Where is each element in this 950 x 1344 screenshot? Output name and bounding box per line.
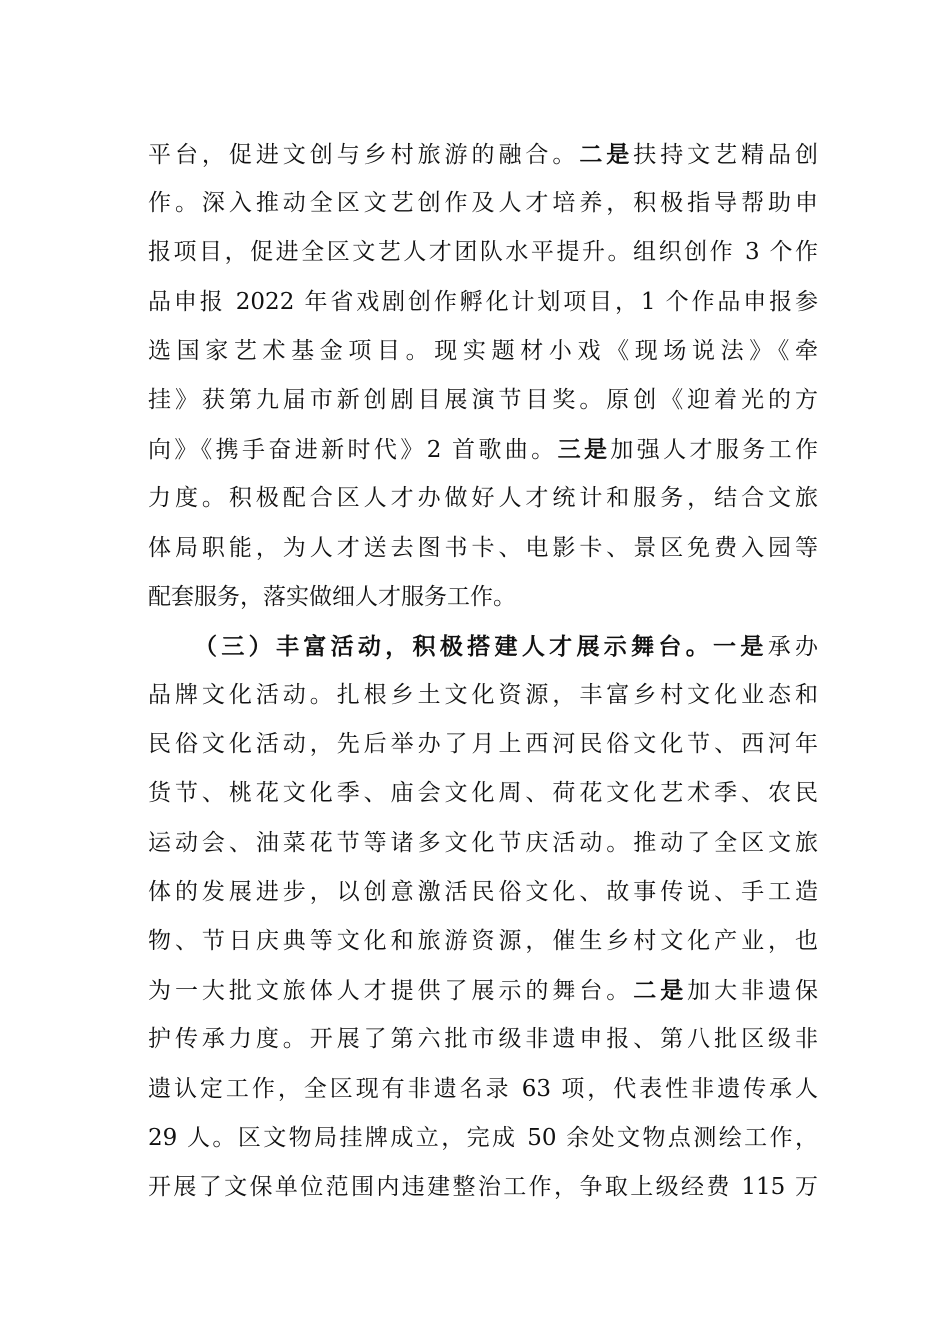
paragraph-1-line-1 <box>148 130 818 179</box>
text-run: 承办 <box>767 633 819 660</box>
paragraph-2-line-8 <box>148 966 818 1015</box>
paragraph-2-line-5 <box>148 819 818 868</box>
paragraph-1-line-2 <box>148 179 818 228</box>
text-run: 平台，促进文创与乡村旅游的融合。 <box>148 142 580 168</box>
bold-text-run: 一是 <box>713 632 768 660</box>
paragraph-1-line-6 <box>148 376 818 425</box>
text-run: 民俗文化活动，先后举办了月上西河民俗文化节、西河年 <box>148 731 818 758</box>
document-body-text <box>148 130 818 1212</box>
bold-text-run: 二是 <box>633 977 688 1005</box>
text-run: 货节、桃花文化季、庙会文化周、荷花文化艺术季、农民 <box>148 780 818 807</box>
text-run: 挂》获第九届市新创剧目展演节目奖。原创《迎着光的方 <box>148 386 818 413</box>
bold-text-run: （三）丰富活动，积极搭建人才展示舞台。 <box>194 632 714 660</box>
text-run: 加大非遗保 <box>687 978 819 1005</box>
text-run: 物、节日庆典等文化和旅游资源，催生乡村文化产业，也 <box>148 928 818 954</box>
text-run: 护传承力度。开展了第六批市级非遗申报、第八批区级非 <box>148 1026 818 1053</box>
text-run: 为一大批文旅体人才提供了展示的舞台。 <box>148 978 634 1005</box>
paragraph-1-line-8 <box>148 474 818 523</box>
paragraph-2-line-1 <box>148 622 818 671</box>
paragraph-2-line-12 <box>148 1163 818 1212</box>
paragraph-1-line-3 <box>148 228 818 277</box>
text-run: 品申报 2022 年省戏剧创作孵化计划项目，1 个作品申报参 <box>148 288 818 315</box>
text-run: 遗认定工作，全区现有非遗名录 63 项，代表性非遗传承人 <box>148 1075 818 1102</box>
text-run: 力度。积极配合区人才办做好人才统计和服务，结合文旅 <box>148 485 818 512</box>
paragraph-1-line-4 <box>148 278 818 327</box>
text-run: 向》《携手奋进新时代》2 首歌曲。 <box>148 437 558 464</box>
bold-text-run: 二是 <box>579 141 634 168</box>
text-run: 开展了文保单位范围内违建整治工作，争取上级经费 115 万 <box>148 1173 818 1200</box>
text-run: 选国家艺术基金项目。现实题材小戏《现场说法》《牵 <box>148 337 818 364</box>
bold-text-run: 三是 <box>557 436 611 464</box>
paragraph-2-line-6 <box>148 868 818 917</box>
text-run: 品牌文化活动。扎根乡土文化资源，丰富乡村文化业态和 <box>148 682 818 709</box>
paragraph-1-line-9 <box>148 524 818 573</box>
text-run: 体的发展进步，以创意激活民俗文化、故事传说、手工造 <box>148 878 818 905</box>
paragraph-2-line-3 <box>148 720 818 769</box>
paragraph-2-line-11 <box>148 1114 818 1163</box>
paragraph-1-line-5 <box>148 327 818 376</box>
paragraph-1-line-10 <box>148 573 818 622</box>
paragraph-1-line-7 <box>148 425 818 474</box>
text-run: 29 人。区文物局挂牌成立，完成 50 余处文物点测绘工作， <box>148 1124 818 1151</box>
paragraph-2-line-7 <box>148 917 818 966</box>
text-run: 体局职能，为人才送去图书卡、电影卡、景区免费入园等 <box>148 534 818 561</box>
text-run: 配套服务，落实做细人才服务工作。 <box>148 583 516 610</box>
paragraph-2-line-10 <box>148 1065 818 1114</box>
paragraph-2-line-2 <box>148 671 818 720</box>
text-run: 报项目，促进全区文艺人才团队水平提升。组织创作 3 个作 <box>148 239 818 266</box>
text-run: 运动会、油菜花节等诸多文化节庆活动。推动了全区文旅 <box>148 829 818 856</box>
text-run: 加强人才服务工作 <box>610 437 819 464</box>
paragraph-2-line-9 <box>148 1015 818 1064</box>
text-run: 扶持文艺精品创 <box>633 142 819 168</box>
text-run: 作。深入推动全区文艺创作及人才培养，积极指导帮助申 <box>148 190 818 217</box>
paragraph-2-line-4 <box>148 769 818 818</box>
